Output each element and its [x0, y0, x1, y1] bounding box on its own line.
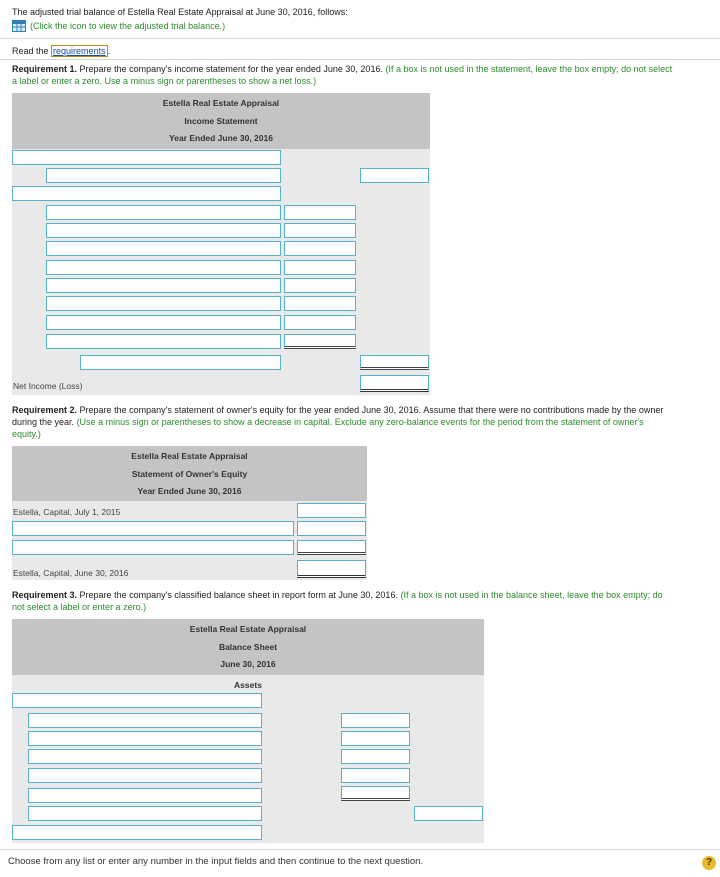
req2-note: (Use a minus sign or parentheses to show a decrease in capital. Exclude any zero-balance events for the period from the statement of owner's [76, 417, 644, 427]
expenses-label-select[interactable] [12, 186, 281, 201]
expense-amount-input[interactable] [284, 278, 356, 293]
expense-amount-input[interactable] [284, 205, 356, 220]
table-title: Estella Real Estate Appraisal [189, 624, 307, 634]
owners-equity-header [12, 446, 367, 501]
adjusted-trial-balance-link[interactable]: (Click the icon to view the adjusted trial balance.) [30, 21, 226, 31]
asset-account-select[interactable] [28, 713, 262, 728]
net-income-input[interactable] [360, 375, 429, 392]
req2-label: Requirement 2. [12, 405, 78, 415]
req3-instruction: Prepare the company's classified balance sheet in report form at June 30, 2016. [79, 590, 398, 600]
net-income-label: Net Income (Loss) [13, 381, 83, 391]
table-subtitle: Income Statement [184, 115, 258, 126]
req2-note-cont: equity.) [12, 429, 41, 439]
expense-account-select[interactable] [46, 241, 281, 256]
asset-amount-input[interactable] [341, 768, 410, 783]
revenue-account-select[interactable] [46, 168, 281, 183]
balance-sheet-header [12, 619, 484, 675]
req3-note: (If a box is not used in the balance sheet, leave the box empty; do [400, 590, 663, 600]
expense-account-select[interactable] [46, 278, 281, 293]
req3-note-cont: not select a label or enter a zero.) [12, 602, 147, 612]
read-requirements-line [12, 47, 110, 56]
asset-amount-input[interactable] [341, 786, 410, 801]
table-period: Year Ended June 30, 2016 [137, 486, 242, 496]
req2-instruction-cont: during the year. [12, 417, 75, 427]
equity-item-input[interactable] [297, 521, 366, 536]
table-period: June 30, 2016 [220, 659, 276, 669]
req1-text [12, 65, 672, 74]
asset-account-select[interactable] [28, 768, 262, 783]
req3-text [12, 591, 663, 600]
equity-item-select[interactable] [12, 521, 294, 536]
table-title: Estella Real Estate Appraisal [131, 451, 248, 461]
income-statement-header [12, 93, 430, 149]
expense-account-select[interactable] [46, 205, 281, 220]
equity-item-select[interactable] [12, 540, 294, 555]
expense-account-select[interactable] [46, 334, 281, 349]
intro-text: The adjusted trial balance of Estella Real Estate Appraisal at June 30, 2016, follows: [12, 7, 348, 17]
req1-instruction: Prepare the company's income statement for the year ended June 30, 2016. [79, 64, 383, 74]
table-subtitle: Statement of Owner's Equity [131, 468, 248, 479]
capital-begin-label: Estella, Capital, July 1, 2015 [13, 507, 121, 517]
req2-text [12, 406, 663, 415]
requirements-link[interactable]: requirements [53, 46, 106, 56]
req2-instruction: Prepare the company's statement of owner's equity for the year ended June 30, 2016. Assume that there were no contributions made by the owner [79, 405, 664, 415]
capital-begin-input[interactable] [297, 503, 366, 518]
asset-amount-input[interactable] [341, 713, 410, 728]
asset-total-select[interactable] [28, 806, 262, 821]
expense-amount-input[interactable] [284, 223, 356, 238]
table-grid-icon[interactable] [12, 20, 26, 32]
asset-category-select[interactable] [12, 825, 262, 840]
capital-end-label: Estella, Capital, June 30, 2016 [13, 568, 129, 578]
revenue-label-select[interactable] [12, 150, 281, 165]
expense-account-select[interactable] [46, 223, 281, 238]
expense-amount-input[interactable] [284, 296, 356, 311]
req2-text-cont [12, 418, 644, 427]
req1-note: (If a box is not used in the statement, leave the box empty; do not select [385, 64, 673, 74]
table-title: Estella Real Estate Appraisal [162, 98, 280, 108]
divider [0, 38, 720, 39]
total-expenses-select[interactable] [80, 355, 281, 370]
footer-instruction: Choose from any list or enter any number in the input fields and then continue to the next question. [8, 856, 424, 867]
asset-account-select[interactable] [28, 749, 262, 764]
revenue-amount-input[interactable] [360, 168, 429, 183]
expense-account-select[interactable] [46, 296, 281, 311]
asset-total-input[interactable] [414, 806, 483, 821]
expense-amount-input[interactable] [284, 260, 356, 275]
assets-section-heading: Assets [234, 680, 262, 690]
asset-amount-input[interactable] [341, 749, 410, 764]
asset-amount-input[interactable] [341, 731, 410, 746]
total-expenses-input[interactable] [360, 355, 429, 370]
equity-item-input[interactable] [297, 540, 366, 555]
expense-amount-input[interactable] [284, 334, 356, 349]
req1-label: Requirement 1. [12, 64, 78, 74]
asset-account-select[interactable] [28, 788, 262, 803]
table-period: Year Ended June 30, 2016 [169, 133, 273, 143]
help-icon[interactable]: ? [702, 856, 716, 870]
read-suffix: . [107, 46, 111, 56]
footer-divider [0, 849, 720, 850]
req3-label: Requirement 3. [12, 590, 78, 600]
expense-amount-input[interactable] [284, 315, 356, 330]
expense-account-select[interactable] [46, 315, 281, 330]
divider [0, 59, 720, 60]
expense-amount-input[interactable] [284, 241, 356, 256]
req1-note-cont: a label or enter a zero. Use a minus sign or parentheses to show a net loss.) [12, 76, 317, 86]
table-subtitle: Balance Sheet [218, 641, 278, 652]
asset-account-select[interactable] [28, 731, 262, 746]
capital-end-input[interactable] [297, 560, 366, 578]
read-prefix: Read the [12, 46, 49, 56]
expense-account-select[interactable] [46, 260, 281, 275]
asset-category-select[interactable] [12, 693, 262, 708]
